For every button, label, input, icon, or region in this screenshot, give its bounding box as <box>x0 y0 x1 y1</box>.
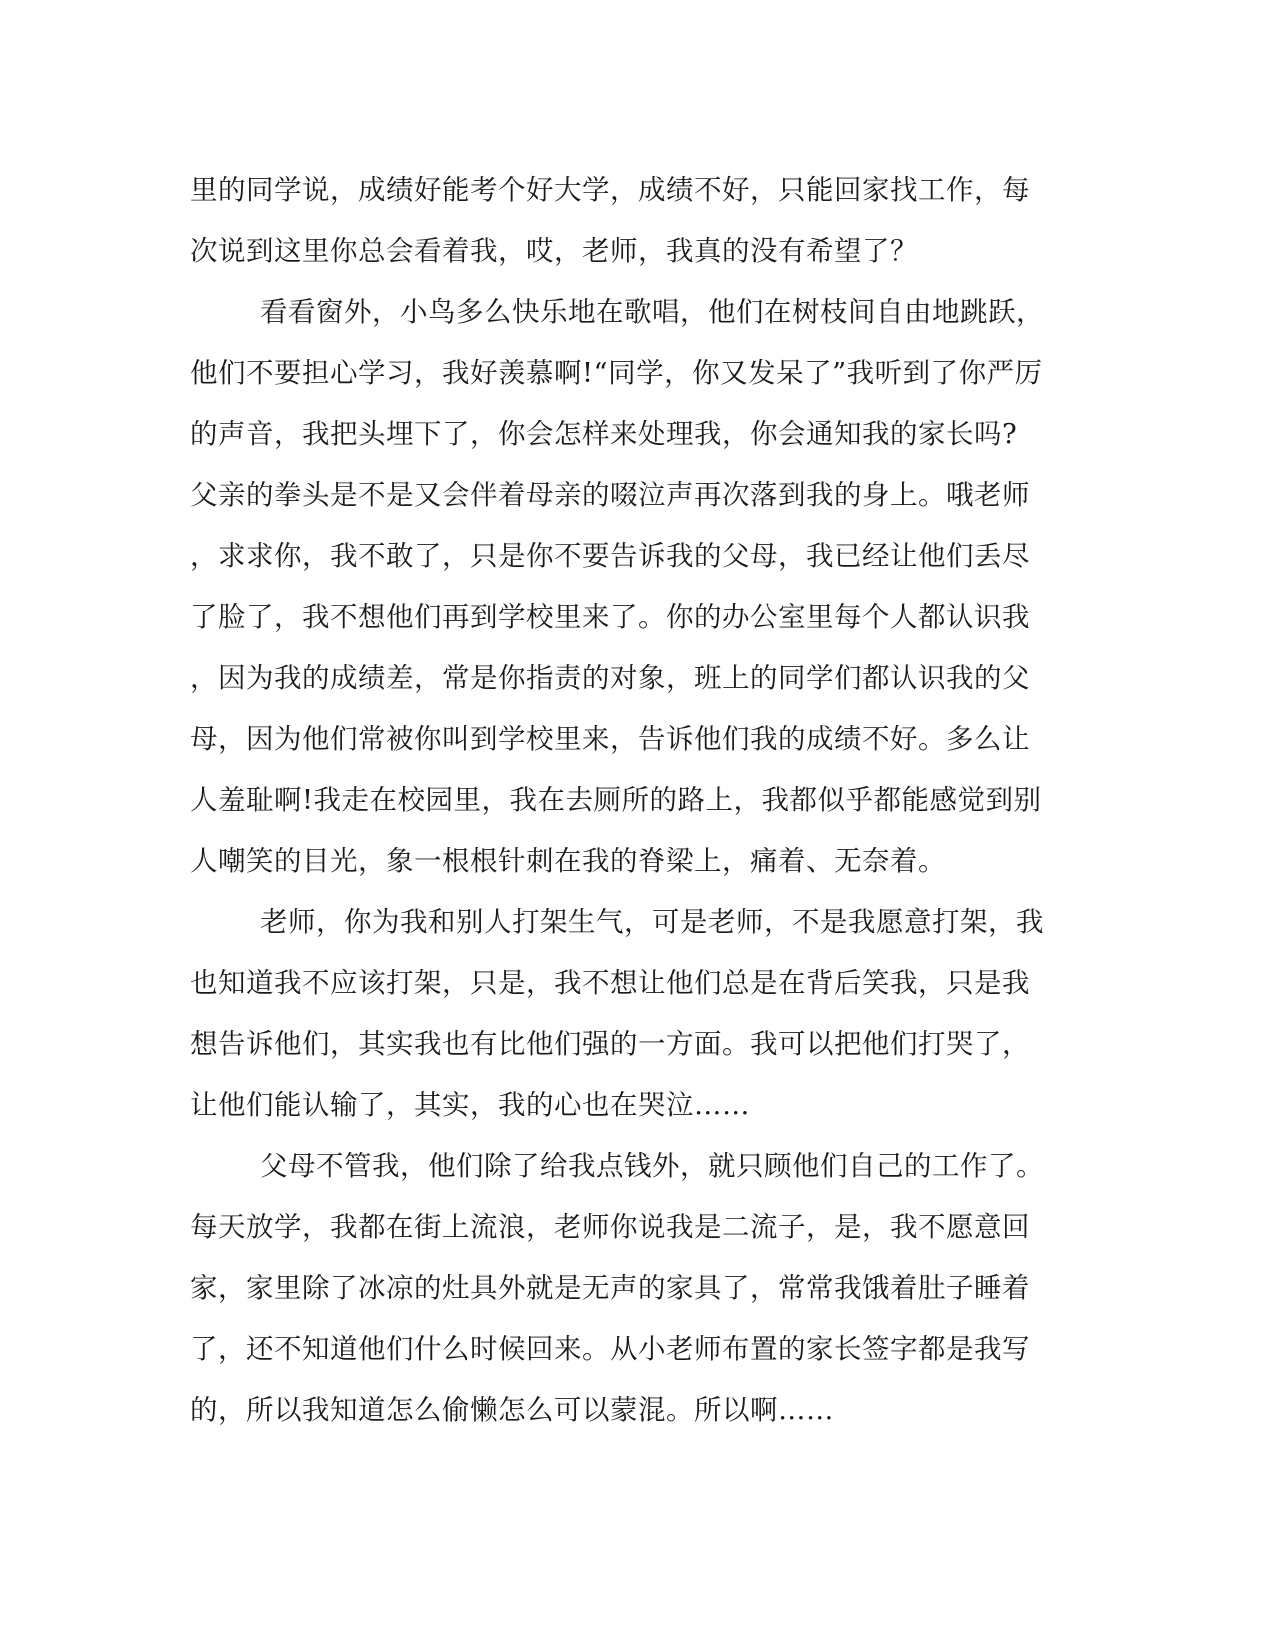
text-line: 次说到这里你总会看着我，哎，老师，我真的没有希望了？ <box>190 235 918 267</box>
text-line: 了，还不知道他们什么时候回来。从小老师布置的家长签字都是我写 <box>190 1333 1030 1365</box>
text-line: 也知道我不应该打架，只是，我不想让他们总是在背后笑我，只是我 <box>190 967 1030 999</box>
text-line: ，求求你，我不敢了，只是你不要告诉我的父母，我已经让他们丢尽 <box>190 540 1030 572</box>
text-line: 看看窗外，小鸟多么快乐地在歌唱，他们在树枝间自由地跳跃， <box>260 296 1044 328</box>
text-line: 家，家里除了冰凉的灶具外就是无声的家具了，常常我饿着肚子睡着 <box>190 1272 1030 1304</box>
text-line: 让他们能认输了，其实，我的心也在哭泣…… <box>190 1089 750 1121</box>
text-line: 父亲的拳头是不是又会伴着母亲的啜泣声再次落到我的身上。哦老师 <box>190 479 1030 511</box>
text-line: 的，所以我知道怎么偷懒怎么可以蒙混。所以啊…… <box>190 1394 834 1426</box>
text-line: 他们不要担心学习，我好羡慕啊!“同学，你又发呆了”我听到了你严厉 <box>190 357 1043 389</box>
text-line: 想告诉他们，其实我也有比他们强的一方面。我可以把他们打哭了， <box>190 1028 1030 1060</box>
text-line: 的声音，我把头埋下了，你会怎样来处理我，你会通知我的家长吗? <box>190 418 1018 450</box>
text-line: 每天放学，我都在街上流浪，老师你说我是二流子，是，我不愿意回 <box>190 1211 1030 1243</box>
text-line: 了脸了，我不想他们再到学校里来了。你的办公室里每个人都认识我 <box>190 601 1030 633</box>
text-line: 父母不管我，他们除了给我点钱外，就只顾他们自己的工作了。 <box>260 1150 1044 1182</box>
text-line: 里的同学说，成绩好能考个好大学，成绩不好，只能回家找工作，每 <box>190 174 1030 206</box>
text-line: 老师，你为我和别人打架生气，可是老师，不是我愿意打架，我 <box>260 906 1044 938</box>
text-line: 母，因为他们常被你叫到学校里来，告诉他们我的成绩不好。多么让 <box>190 723 1030 755</box>
text-line: 人嘲笑的目光，象一根根针刺在我的脊梁上，痛着、无奈着。 <box>190 845 946 877</box>
body-text <box>190 160 1070 1441</box>
text-line: 人羞耻啊!我走在校园里，我在去厕所的路上，我都似乎都能感觉到别 <box>190 784 1042 816</box>
text-line: ，因为我的成绩差，常是你指责的对象，班上的同学们都认识我的父 <box>190 662 1030 694</box>
